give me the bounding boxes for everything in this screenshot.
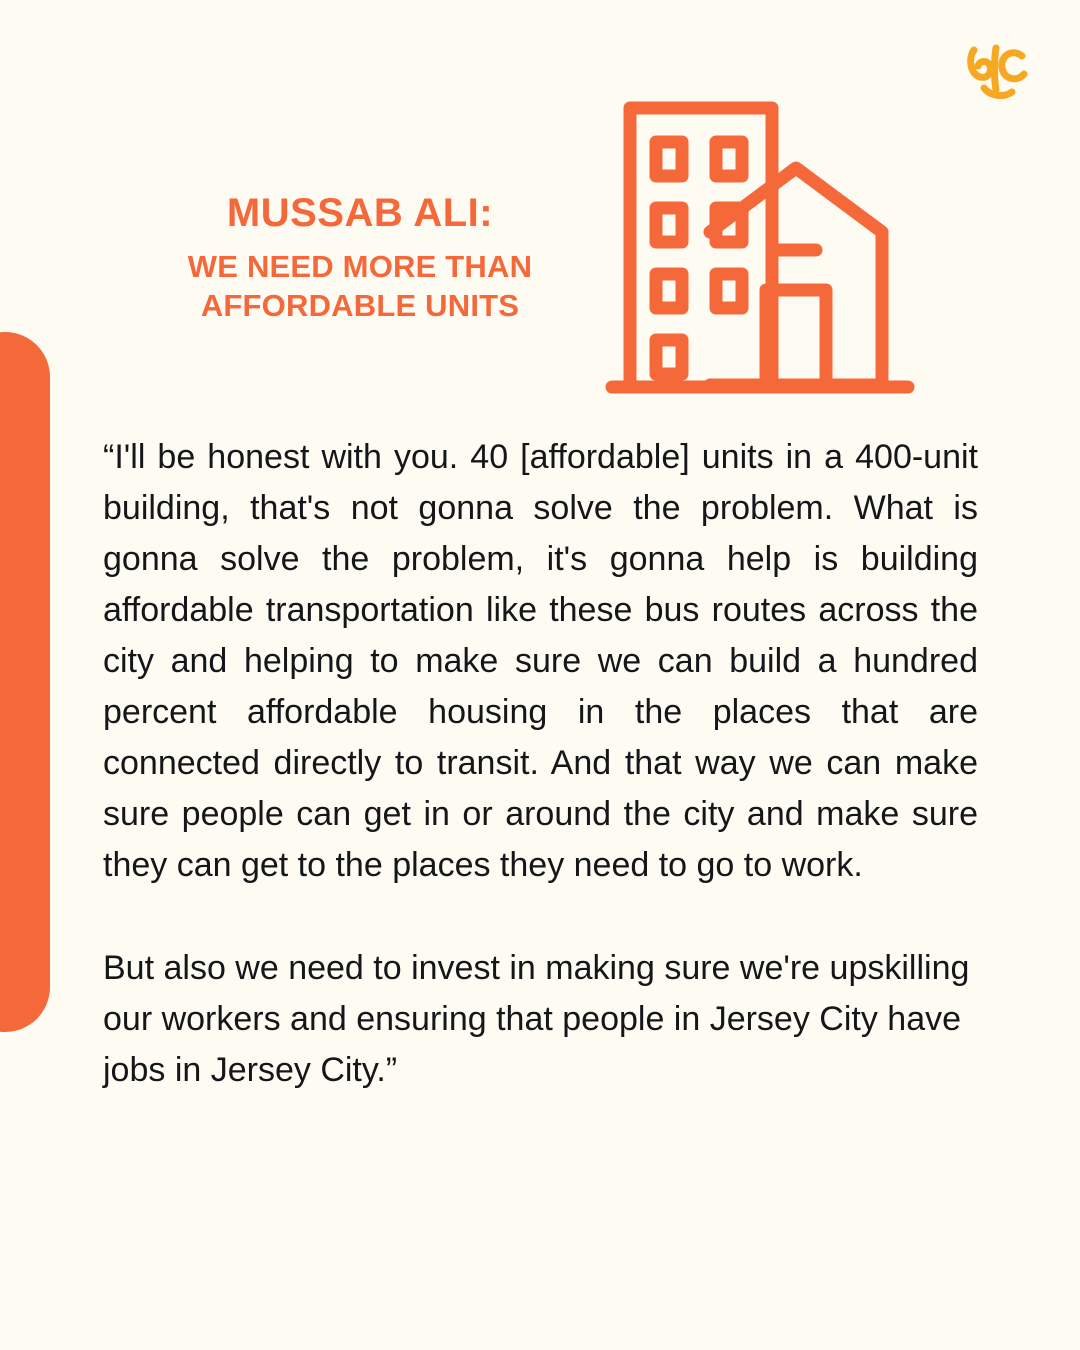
speaker-name: MUSSAB ALI:	[226, 191, 494, 235]
quote-paragraph-1: “I'll be honest with you. 40 [affordable] units in a 400-unit building, that's not gonna solve the problem. What is gonna solve the problem, it's gonna help is building affordable transportation like these bus routes across the city and helping to make sure we can build a hundred percent affordable housing in the places that are connected directly to transit. And that way we can make sure people can get in or around the city and make sure they can get to the places they need to go to work.	[103, 438, 978, 884]
left-accent-bar	[0, 332, 50, 1032]
headline-block	[120, 190, 600, 326]
quote-body	[103, 432, 978, 1096]
page-title: WE NEED MORE THAN AFFORDABLE UNITS	[187, 249, 533, 323]
apartment-building-icon	[600, 90, 920, 410]
quote-paragraph-2: But also we need to invest in making sure we're upskilling our workers and ensuring that people in Jersey City have jobs in Jersey City.”	[103, 949, 970, 1089]
header	[0, 80, 1080, 410]
